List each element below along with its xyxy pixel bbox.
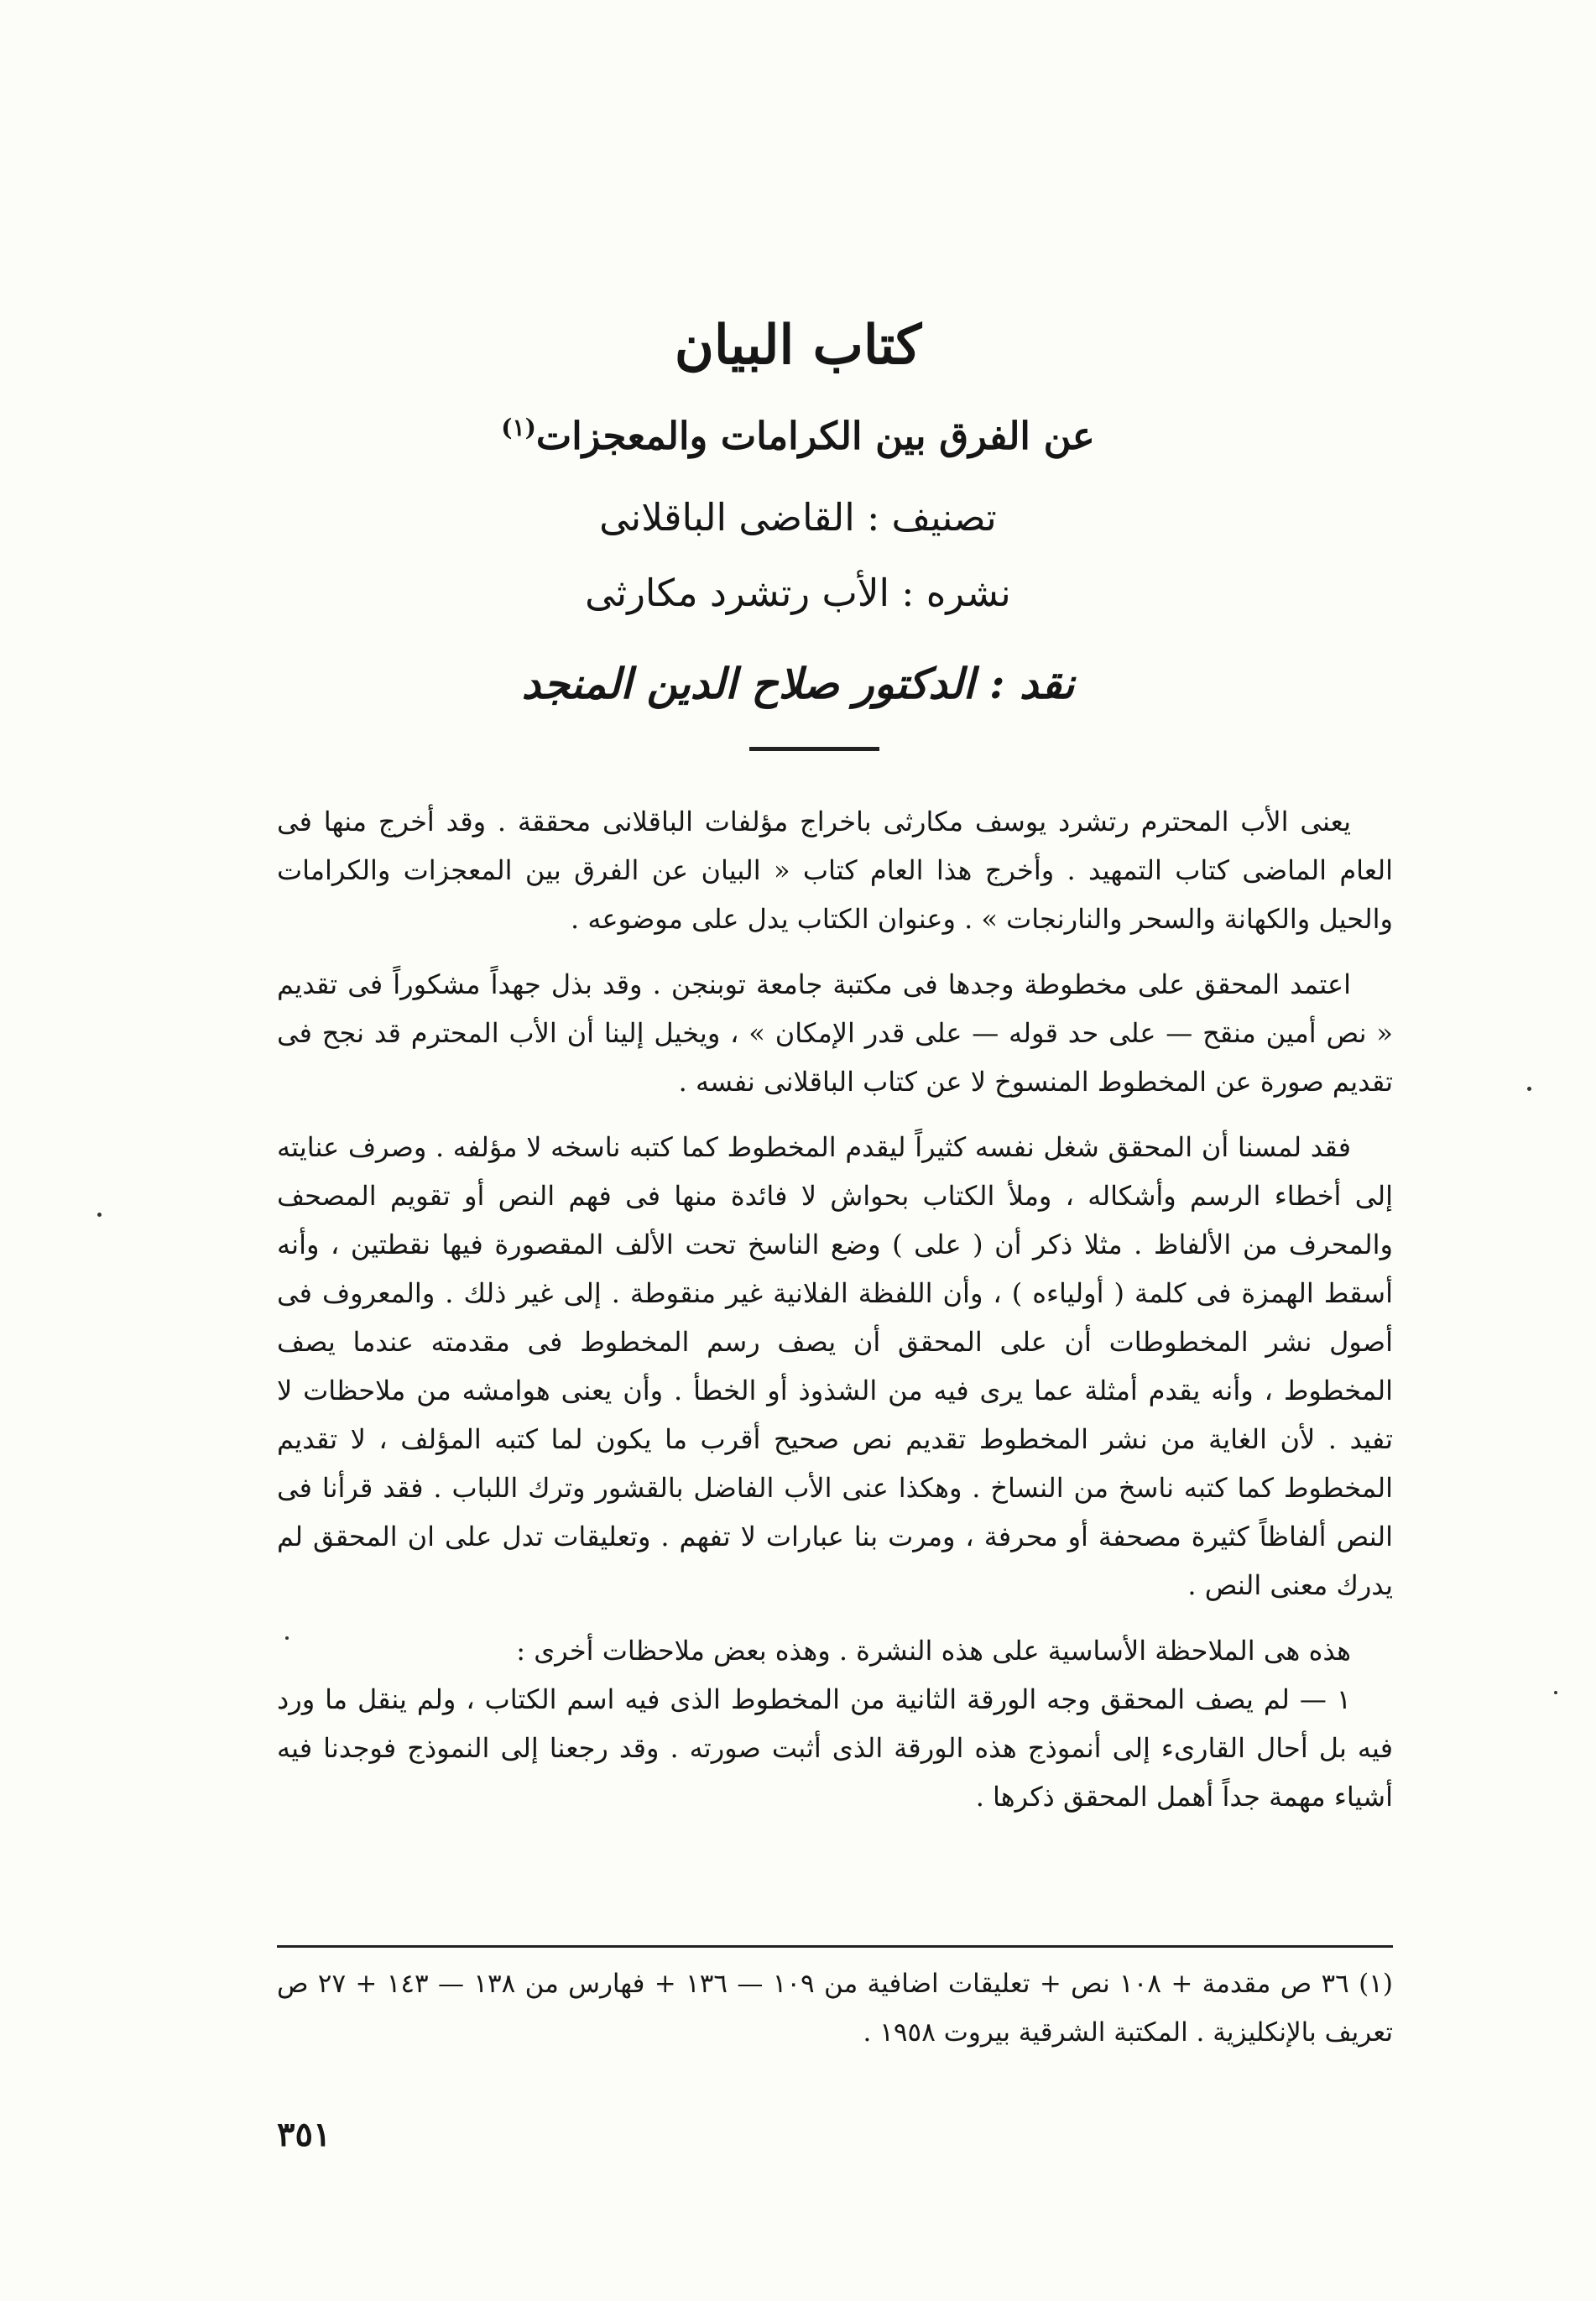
scan-speck xyxy=(1527,1087,1531,1091)
editor-line: نشره : الأب رتشرد مكارثى xyxy=(585,571,1011,615)
body-paragraph: اعتمد المحقق على مخطوطة وجدها فى مكتبة جامعة توبنجن . وقد بذل جهداً مشكوراً فى تقديم « نص أمين منقح — على حد قوله — على قدر الإمكان » ، ويخيل إلينا أن الأب المحترم قد نجح فى تقديم صورة عن المخطوط المنسوخ لا عن كتاب الباقلانى نفسه . xyxy=(277,968,1393,1098)
critic-line: نقد : الدكتور صلاح الدين المنجد xyxy=(521,659,1075,708)
body-paragraph: يعنى الأب المحترم رتشرد يوسف مكارثى باخراج مؤلفات الباقلانى محققة . وقد أخرج منها فى العام الماضى كتاب التمهيد . وأخرج هذا العام كتاب « البيان عن الفرق بين المعجزات والكرامات والحيل والكهانة والسحر والنارنجات » . وعنوان الكتاب يدل على موضوعه . xyxy=(277,806,1393,935)
title-divider xyxy=(749,747,879,751)
subtitle-text: عن الفرق بين الكرامات والمعجزات xyxy=(535,414,1095,458)
footnote-item: (١) ٣٦ ص مقدمة + ١٠٨ نص + تعليقات اضافية من ١٠٩ — ١٣٦ + فهارس من ١٣٨ — ١٤٣ + ٢٧ ص تعريف بالإنكليزية . المكتبة الشرقية بيروت ١٩٥٨ . xyxy=(277,1969,1394,2048)
article-body xyxy=(277,797,1393,1838)
scan-speck xyxy=(1554,1691,1557,1694)
book-title: كتاب البيان xyxy=(674,314,922,377)
scan-speck xyxy=(285,1636,289,1640)
footnote-reference: (١) xyxy=(501,414,536,441)
book-subtitle xyxy=(0,415,1596,457)
footnotes xyxy=(277,1959,1393,2057)
body-paragraph: فقد لمسنا أن المحقق شغل نفسه كثيراً ليقدم المخطوط كما كتبه ناسخه لا مؤلفه . وصرف عنايته إلى أخطاء الرسم وأشكاله ، وملأ الكتاب بحواش لا فائدة منها فى فهم النص أو تقويم المصحف والمحرف من الألفاظ . مثلا ذكر أن ( على ) وضع الناسخ تحت الألف المقصورة فيها نقطتين ، وأنه أسقط الهمزة فى كلمة ( أولياءه ) ، وأن اللفظة الفلانية غير منقوطة . إلى غير ذلك . والمعروف فى أصول نشر المخطوطات أن على المحقق أن يصف رسم المخطوط فى مقدمته عندما يصف المخطوط ، وأنه يقدم أمثلة عما يرى فيه من الشذوذ أو الخطأ . وأن يعنى هوامشه من ملاحظات لا تفيد . لأن الغاية من نشر المخطوط تقديم نص صحيح أقرب ما يكون لما كتبه المؤلف ، لا تقديم المخطوط كما كتبه ناسخ من النساخ . وهكذا عنى الأب الفاضل بالقشور وترك اللباب . فقد قرأنا فى النص ألفاظاً كثيرة مصحفة أو محرفة ، ومرت بنا عبارات لا تفهم . وتعليقات تدل على ان المحقق لم يدرك معنى النص . xyxy=(277,1131,1394,1601)
page-number: ٣٥١ xyxy=(277,2115,331,2154)
scan-speck xyxy=(97,1213,102,1217)
body-paragraph: ١ — لم يصف المحقق وجه الورقة الثانية من المخطوط الذى فيه اسم الكتاب ، ولم ينقل ما ورد فيه بل أحال القارىء إلى أنموذج هذه الورقة الذى أثبت صورته . وقد رجعنا إلى النموذج فوجدنا فيه أشياء مهمة جداً أهمل المحقق ذكرها . xyxy=(277,1683,1393,1813)
footnote-divider xyxy=(277,1945,1393,1948)
body-paragraph: هذه هى الملاحظة الأساسية على هذه النشرة . وهذه بعض ملاحظات أخرى : xyxy=(516,1635,1351,1667)
author-line: تصنيف : القاضى الباقلانى xyxy=(599,495,997,540)
